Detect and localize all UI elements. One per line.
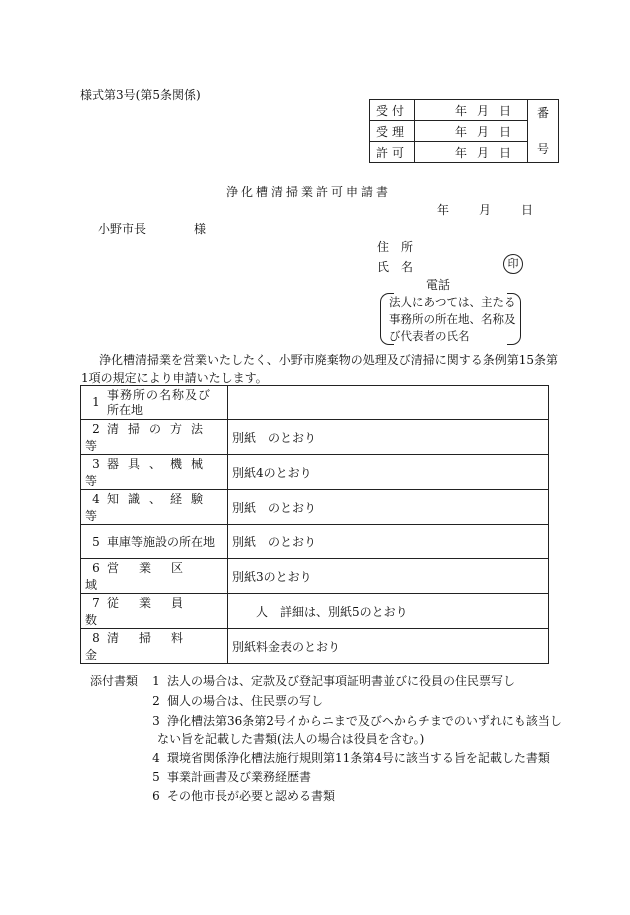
table-row [81, 525, 549, 559]
document-title: 浄化槽清掃業許可申請書 [226, 185, 392, 199]
item-label: 8 清掃料金 [81, 629, 228, 664]
application-items-table [80, 385, 549, 664]
note-line-3: び代表者の氏名 [389, 329, 470, 343]
reception-date: 年月日 [415, 100, 528, 121]
table-row [81, 594, 549, 629]
body-text-line-2: 1項の規定により申請いたします。 [81, 371, 268, 385]
seal-mark: 印 [503, 254, 523, 274]
form-number: 様式第3号(第5条関係) [80, 88, 201, 102]
item-label: 2 清掃の方法等 [81, 420, 228, 455]
item-value: 別紙3のとおり [228, 559, 549, 594]
attachment-item: 4 環境省関係浄化槽法施行規則第11条第4号に該当する旨を記載した書類 [152, 751, 550, 765]
item-label: 4 知識、経験等 [81, 490, 228, 525]
table-row [81, 420, 549, 455]
item-label-text: 事務所の名称及び 所在地 [107, 387, 212, 417]
acceptance-date: 年月日 [415, 121, 528, 142]
address-label: 住 所 [377, 240, 414, 254]
permission-label: 許可 [370, 142, 415, 163]
attachment-item: 2 個人の場合は、住民票の写し [152, 694, 324, 708]
item-value: 別紙料金表のとおり [228, 629, 549, 664]
item-value: 別紙4のとおり [228, 455, 549, 490]
date-line: 年 月 日 [437, 203, 536, 217]
item-value [228, 386, 549, 420]
attachments-heading: 添付書類 [90, 674, 139, 688]
item-label [81, 386, 228, 420]
item-value: 別紙 のとおり [228, 525, 549, 559]
item-label: 7 従業員数 [81, 594, 228, 629]
table-row [81, 559, 549, 594]
reception-box [369, 99, 559, 163]
item-value: 別紙 のとおり [228, 490, 549, 525]
item-number: 1 [92, 395, 100, 409]
note-line-2: 事務所の所在地、名称及 [389, 312, 516, 326]
number-label-bottom: 号 [536, 142, 549, 156]
note-line-1: 法人にあつては、主たる [389, 295, 516, 309]
number-label-top: 番 [536, 106, 549, 120]
attachment-item: 3 浄化槽法第36条第2号イからニまで及びヘからチまでのいずれにも該当し [152, 714, 562, 728]
item-label: 6 営業区域 [81, 559, 228, 594]
number-cell [528, 100, 559, 163]
phone-label: 電話 [426, 278, 451, 292]
table-row [81, 629, 549, 664]
attachment-item: 1 法人の場合は、定款及び登記事項証明書並びに役員の住民票写し [152, 674, 516, 688]
addressee: 小野市長 様 [98, 222, 207, 236]
table-row [81, 386, 549, 420]
item-value: 別紙 のとおり [228, 420, 549, 455]
attachment-item: 6 その他市長が必要と認める書類 [152, 789, 336, 803]
body-text-line-1: 浄化槽清掃業を営業いたしたく、小野市廃棄物の処理及び清掃に関する条例第15条第 [99, 353, 559, 367]
permission-date: 年月日 [415, 142, 528, 163]
item-label: 3 器具、機械等 [81, 455, 228, 490]
table-row [81, 455, 549, 490]
reception-label: 受付 [370, 100, 415, 121]
attachment-item-continuation: ない旨を記載した書類(法人の場合は役員を含む。) [157, 732, 425, 746]
table-row [81, 490, 549, 525]
item-label: 5 車庫等施設の所在地 [81, 525, 228, 559]
item-value: 人 詳細は、別紙5のとおり [228, 594, 549, 629]
attachment-item: 5 事業計画書及び業務経歴書 [152, 770, 312, 784]
acceptance-label: 受理 [370, 121, 415, 142]
name-label: 氏 名 [377, 260, 414, 274]
